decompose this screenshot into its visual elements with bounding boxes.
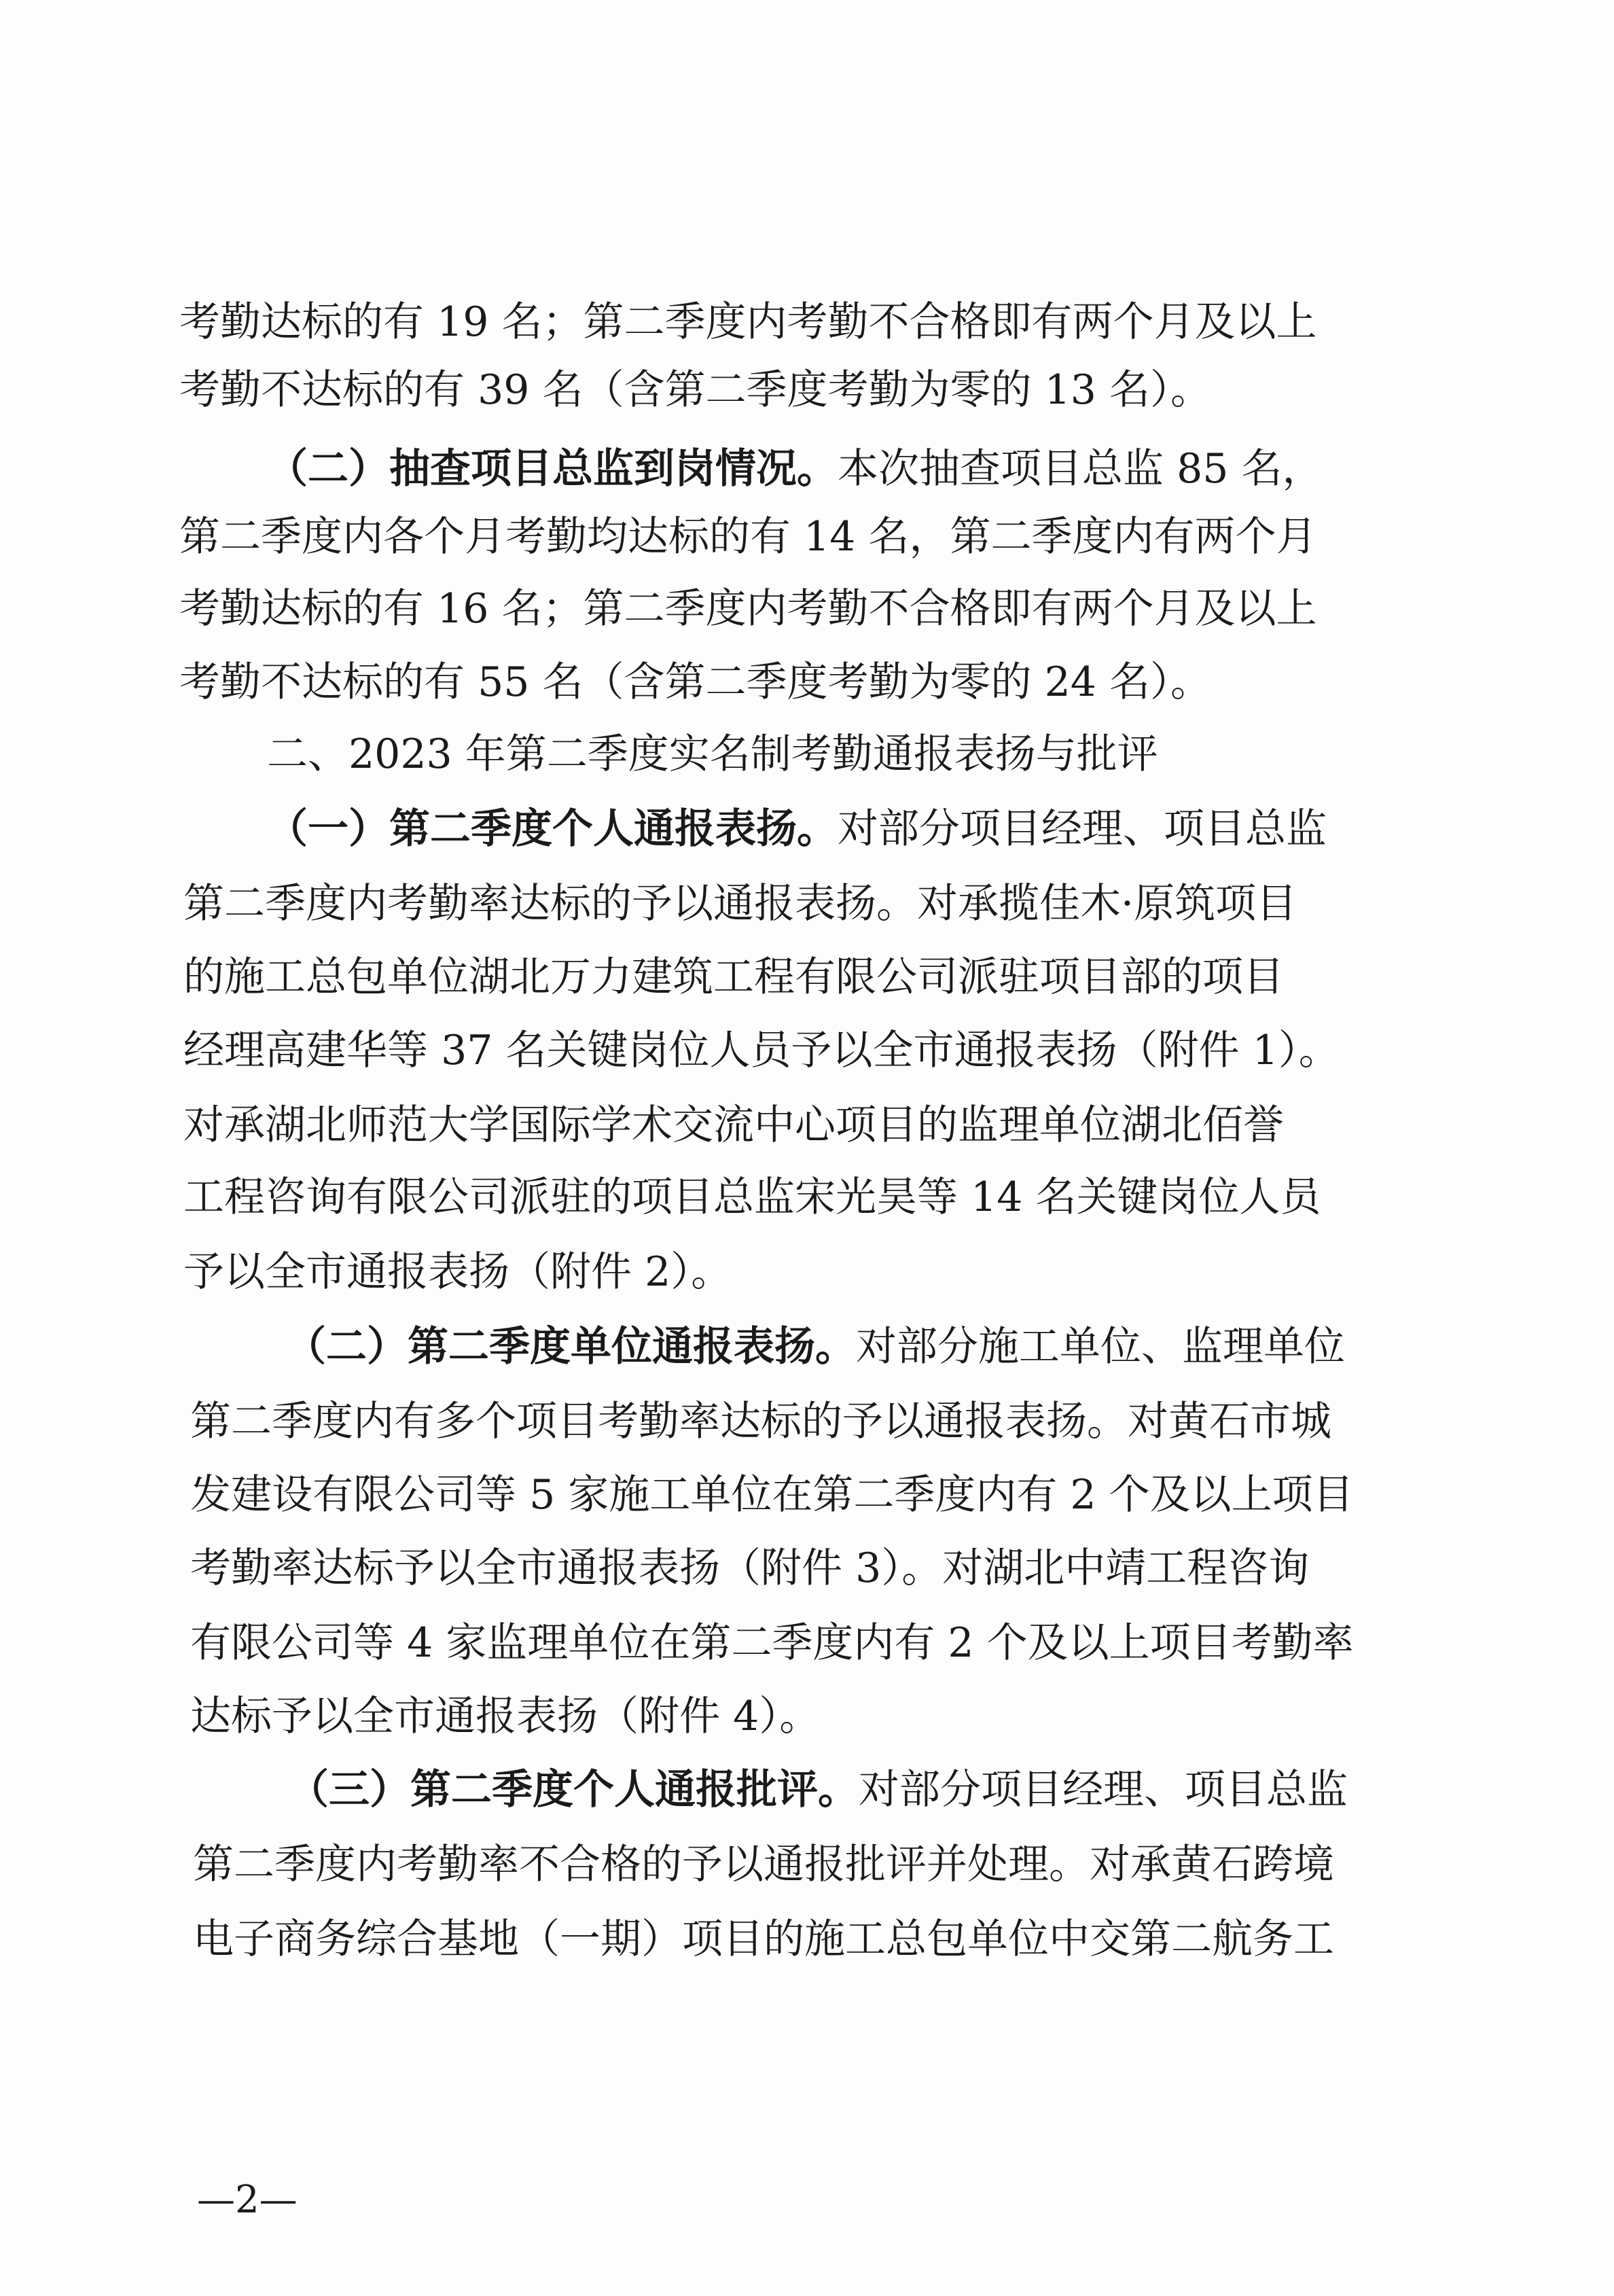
section-title: 二、2023 年第二季度实名制考勤通报表扬与批评 [267,730,1158,778]
paragraph-line: 考勤率达标予以全市通报表扬（附件 3）。对湖北中靖工程咨询 [190,1544,1310,1592]
section-heading: （二）抽查项目总监到岗情况。 [267,445,838,493]
section-heading: （三）第二季度个人通报批评。 [288,1766,859,1814]
paragraph-line: 第二季度内考勤率不合格的予以通报批评并处理。对承黄石跨境 [193,1841,1334,1888]
paragraph-line: 对承湖北师范大学国际学术交流中心项目的监理单位湖北佰誉 [183,1101,1284,1149]
paragraph-text: 对部分项目经理、项目总监 [859,1766,1348,1814]
paragraph-text: 对部分项目经理、项目总监 [838,805,1327,853]
paragraph-line: 考勤达标的有 19 名；第二季度内考勤不合格即有两个月及以上 [179,298,1317,346]
page-number: —2— [197,2178,298,2222]
paragraph-first-line [288,1763,1614,1817]
paragraph-first-line [285,1320,1614,1374]
paragraph-line: 发建设有限公司等 5 家施工单位在第二季度内有 2 个及以上项目 [190,1471,1354,1519]
paragraph-line: 考勤不达标的有 39 名（含第二季度考勤为零的 13 名）。 [179,366,1211,414]
paragraph-line: 电子商务综合基地（一期）项目的施工总包单位中交第二航务工 [193,1915,1334,1963]
paragraph-line: 有限公司等 4 家监理单位在第二季度内有 2 个及以上项目考勤率 [190,1619,1354,1667]
paragraph-first-line [267,442,1614,496]
paragraph-line: 考勤达标的有 16 名；第二季度内考勤不合格即有两个月及以上 [179,585,1317,633]
paragraph-line: 予以全市通报表扬（附件 2）。 [183,1248,732,1296]
paragraph-text: 本次抽查项目总监 85 名， [838,445,1323,493]
paragraph-first-line [267,802,1614,856]
paragraph-line: 第二季度内各个月考勤均达标的有 14 名，第二季度内有两个月 [179,513,1317,561]
paragraph-line: 达标予以全市通报表扬（附件 4）。 [190,1693,821,1740]
paragraph-line: 工程咨询有限公司派驻的项目总监宋光昊等 14 名关键岗位人员 [183,1173,1321,1221]
paragraph-line: 第二季度内考勤率达标的予以通报表扬。对承揽佳木·原筑项目 [183,880,1297,928]
paragraph-line: 的施工总包单位湖北万力建筑工程有限公司派驻项目部的项目 [183,953,1284,1001]
section-heading: （二）第二季度单位通报表扬。 [285,1323,856,1371]
paragraph-text: 对部分施工单位、监理单位 [856,1323,1345,1371]
paragraph-line: 考勤不达标的有 55 名（含第二季度考勤为零的 24 名）。 [179,658,1211,706]
paragraph-line: 第二季度内有多个项目考勤率达标的予以通报表扬。对黄石市城 [190,1398,1331,1445]
paragraph-line: 经理高建华等 37 名关键岗位人员予以全市通报表扬（附件 1）。 [183,1027,1340,1074]
section-heading: （一）第二季度个人通报表扬。 [267,805,838,853]
